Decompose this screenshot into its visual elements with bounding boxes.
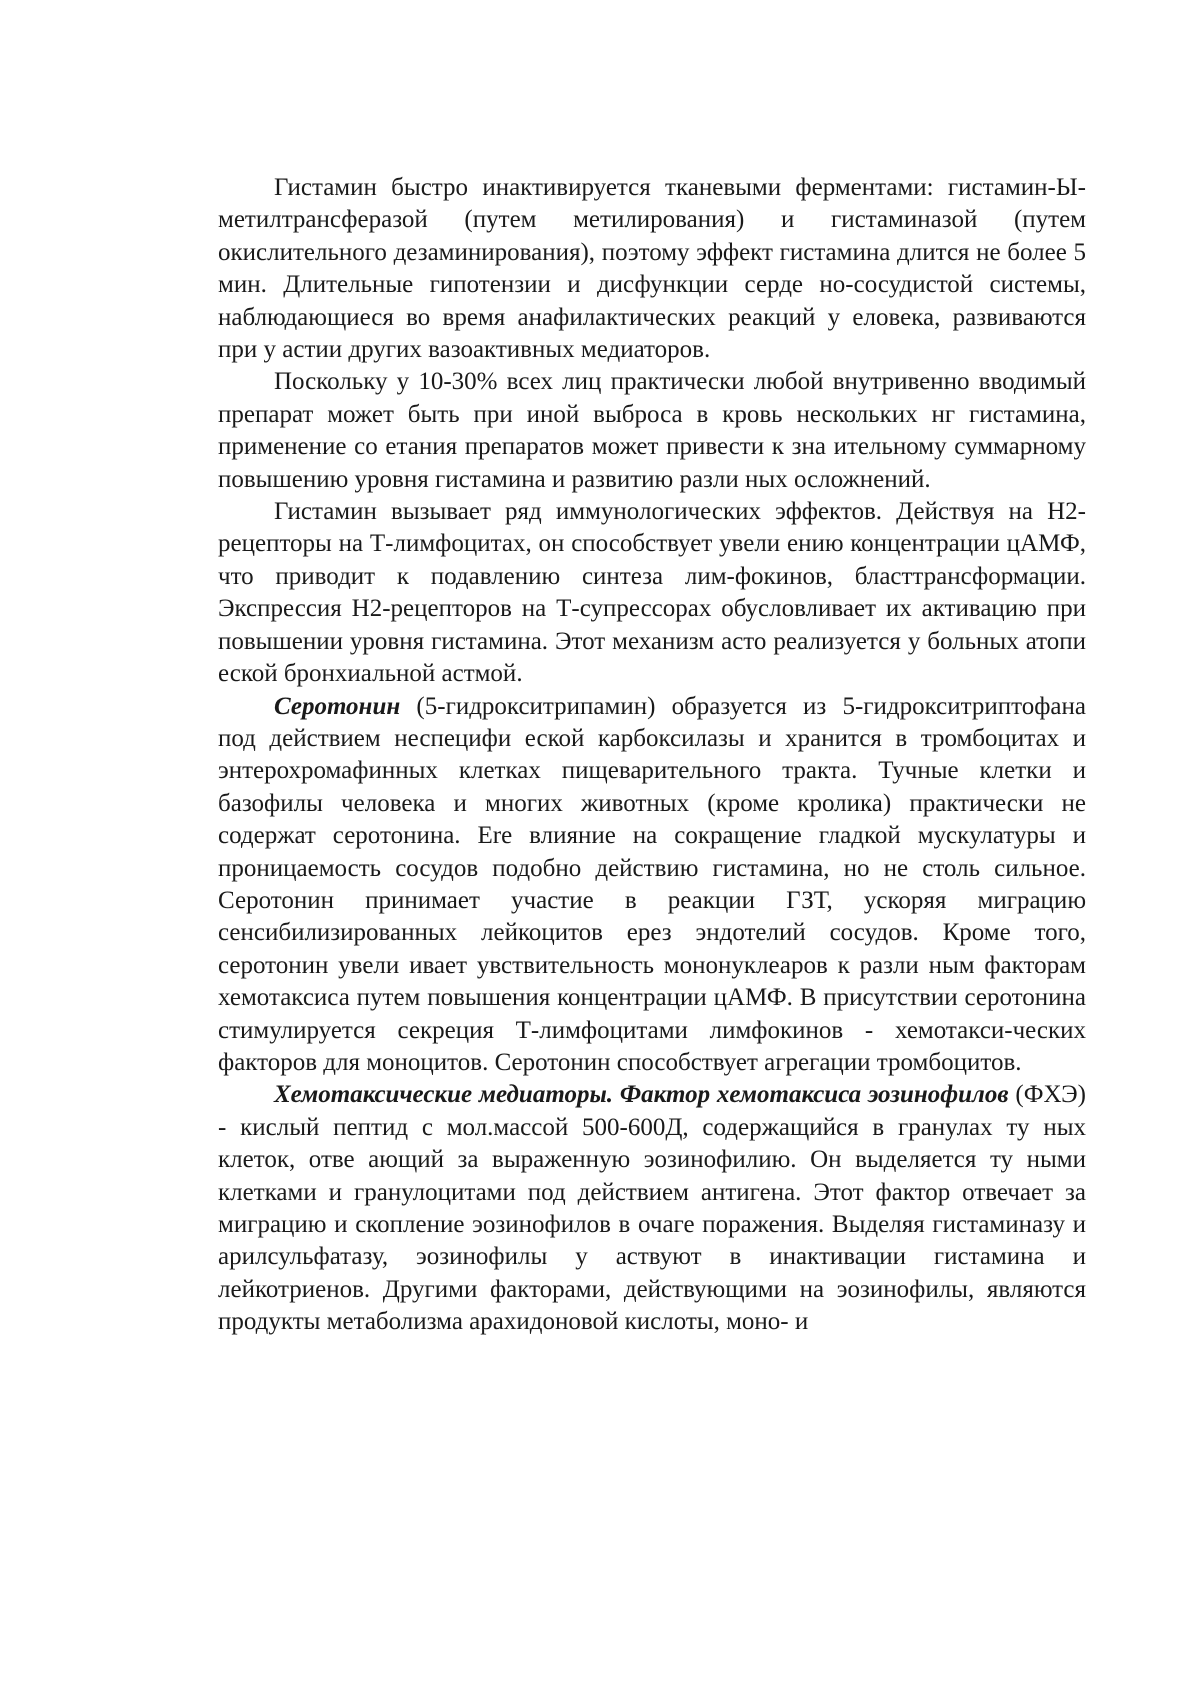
paragraph-histamine-inactivation xyxy=(218,172,1086,366)
paragraph-serotonin xyxy=(218,691,1086,1080)
paragraph-histamine-release xyxy=(218,366,1086,496)
term-chemotactic-mediators: Хемотаксические медиаторы. xyxy=(274,1081,614,1109)
term-serotonin: Серотонин xyxy=(274,692,401,720)
paragraph-text: Гистамин вызывает ряд иммунологических эффектов. Действуя на Н2-рецепторы на Т-лимфоцитах, он способствует увели ению концентрации цАМФ, что приводит к подавлению синтеза лим-фокинов, бласттрансформации. Экспрессия Н2-рецепторов на Т-супрессорах обусловливает их активацию при повышении уровня гистамина. Этот механизм асто реализуется у больных атопи еской бронхиальной астмой. xyxy=(218,498,1086,688)
document-page xyxy=(218,172,1086,1339)
paragraph-text: (ФХЭ) - кислый пептид с мол.массой 500-600Д, содержащийся в гранулах ту ных клеток, отве ающий за выраженную эозинофилию. Он выделяется ту ными клетками и гранулоцитами под действием антигена. Этот фактор отвечает за миграцию и скопление эозинофилов в очаге поражения. Выделяя гистаминазу и арилсульфатазу, эозинофилы у аствуют в инактивации гистамина и лейкотриенов. Другими факторами, действующими на эозинофилы, являются продукты метаболизма арахидоновой кислоты, моно- и xyxy=(218,1081,1086,1336)
paragraph-histamine-immunology xyxy=(218,496,1086,690)
paragraph-chemotactic-mediators xyxy=(218,1079,1086,1338)
paragraph-text: (5-гидрокситрипамин) образуется из 5-гидрокситриптофана под действием неспецифи еской карбоксилазы и хранится в тромбоцитах и энтерохромафинных клетках пищеварительного тракта. Тучные клетки и базофилы человека и многих животных (кроме кролика) практически не содержат серотонина. Ere влияние на сокращение гладкой мускулатуры и проницаемость сосудов подобно действию гистамина, но не столь сильное. Серотонин принимает участие в реакции ГЗТ, ускоряя миграцию сенсибилизированных лейкоцитов ерез эндотелий сосудов. Кроме того, серотонин увели ивает увствительность мононуклеаров к разли ным факторам хемотаксиса путем повышения концентрации цАМФ. В присутствии серотонина стимулируется секреция Т-лимфоцитами лимфокинов - хемотакси-ческих факторов для моноцитов. Серотонин способствует агрегации тромбоцитов. xyxy=(218,692,1086,1076)
paragraph-text: Гистамин быстро инактивируется тканевыми ферментами: гистамин-Ы-метилтрансферазой (путем метилирования) и гистаминазой (путем окислительного дезаминирования), поэтому эффект гистамина длится не более 5 мин. Длительные гипотензии и дисфункции серде но-сосудистой системы, наблюдающиеся во время анафилактических реакций у еловека, развиваются при у астии других вазоактивных медиаторов. xyxy=(218,174,1086,364)
paragraph-text: Поскольку у 10-30% всех лиц практически любой внутривенно вводимый препарат может быть при иной выброса в кровь нескольких нг гистамина, применение со етания препаратов может привести к зна ительному суммарному повышению уровня гистамина и развитию разли ных осложнений. xyxy=(218,368,1086,493)
term-eosinophil-chemotactic-factor: Фактор хемотаксиса эозинофилов xyxy=(619,1081,1009,1109)
